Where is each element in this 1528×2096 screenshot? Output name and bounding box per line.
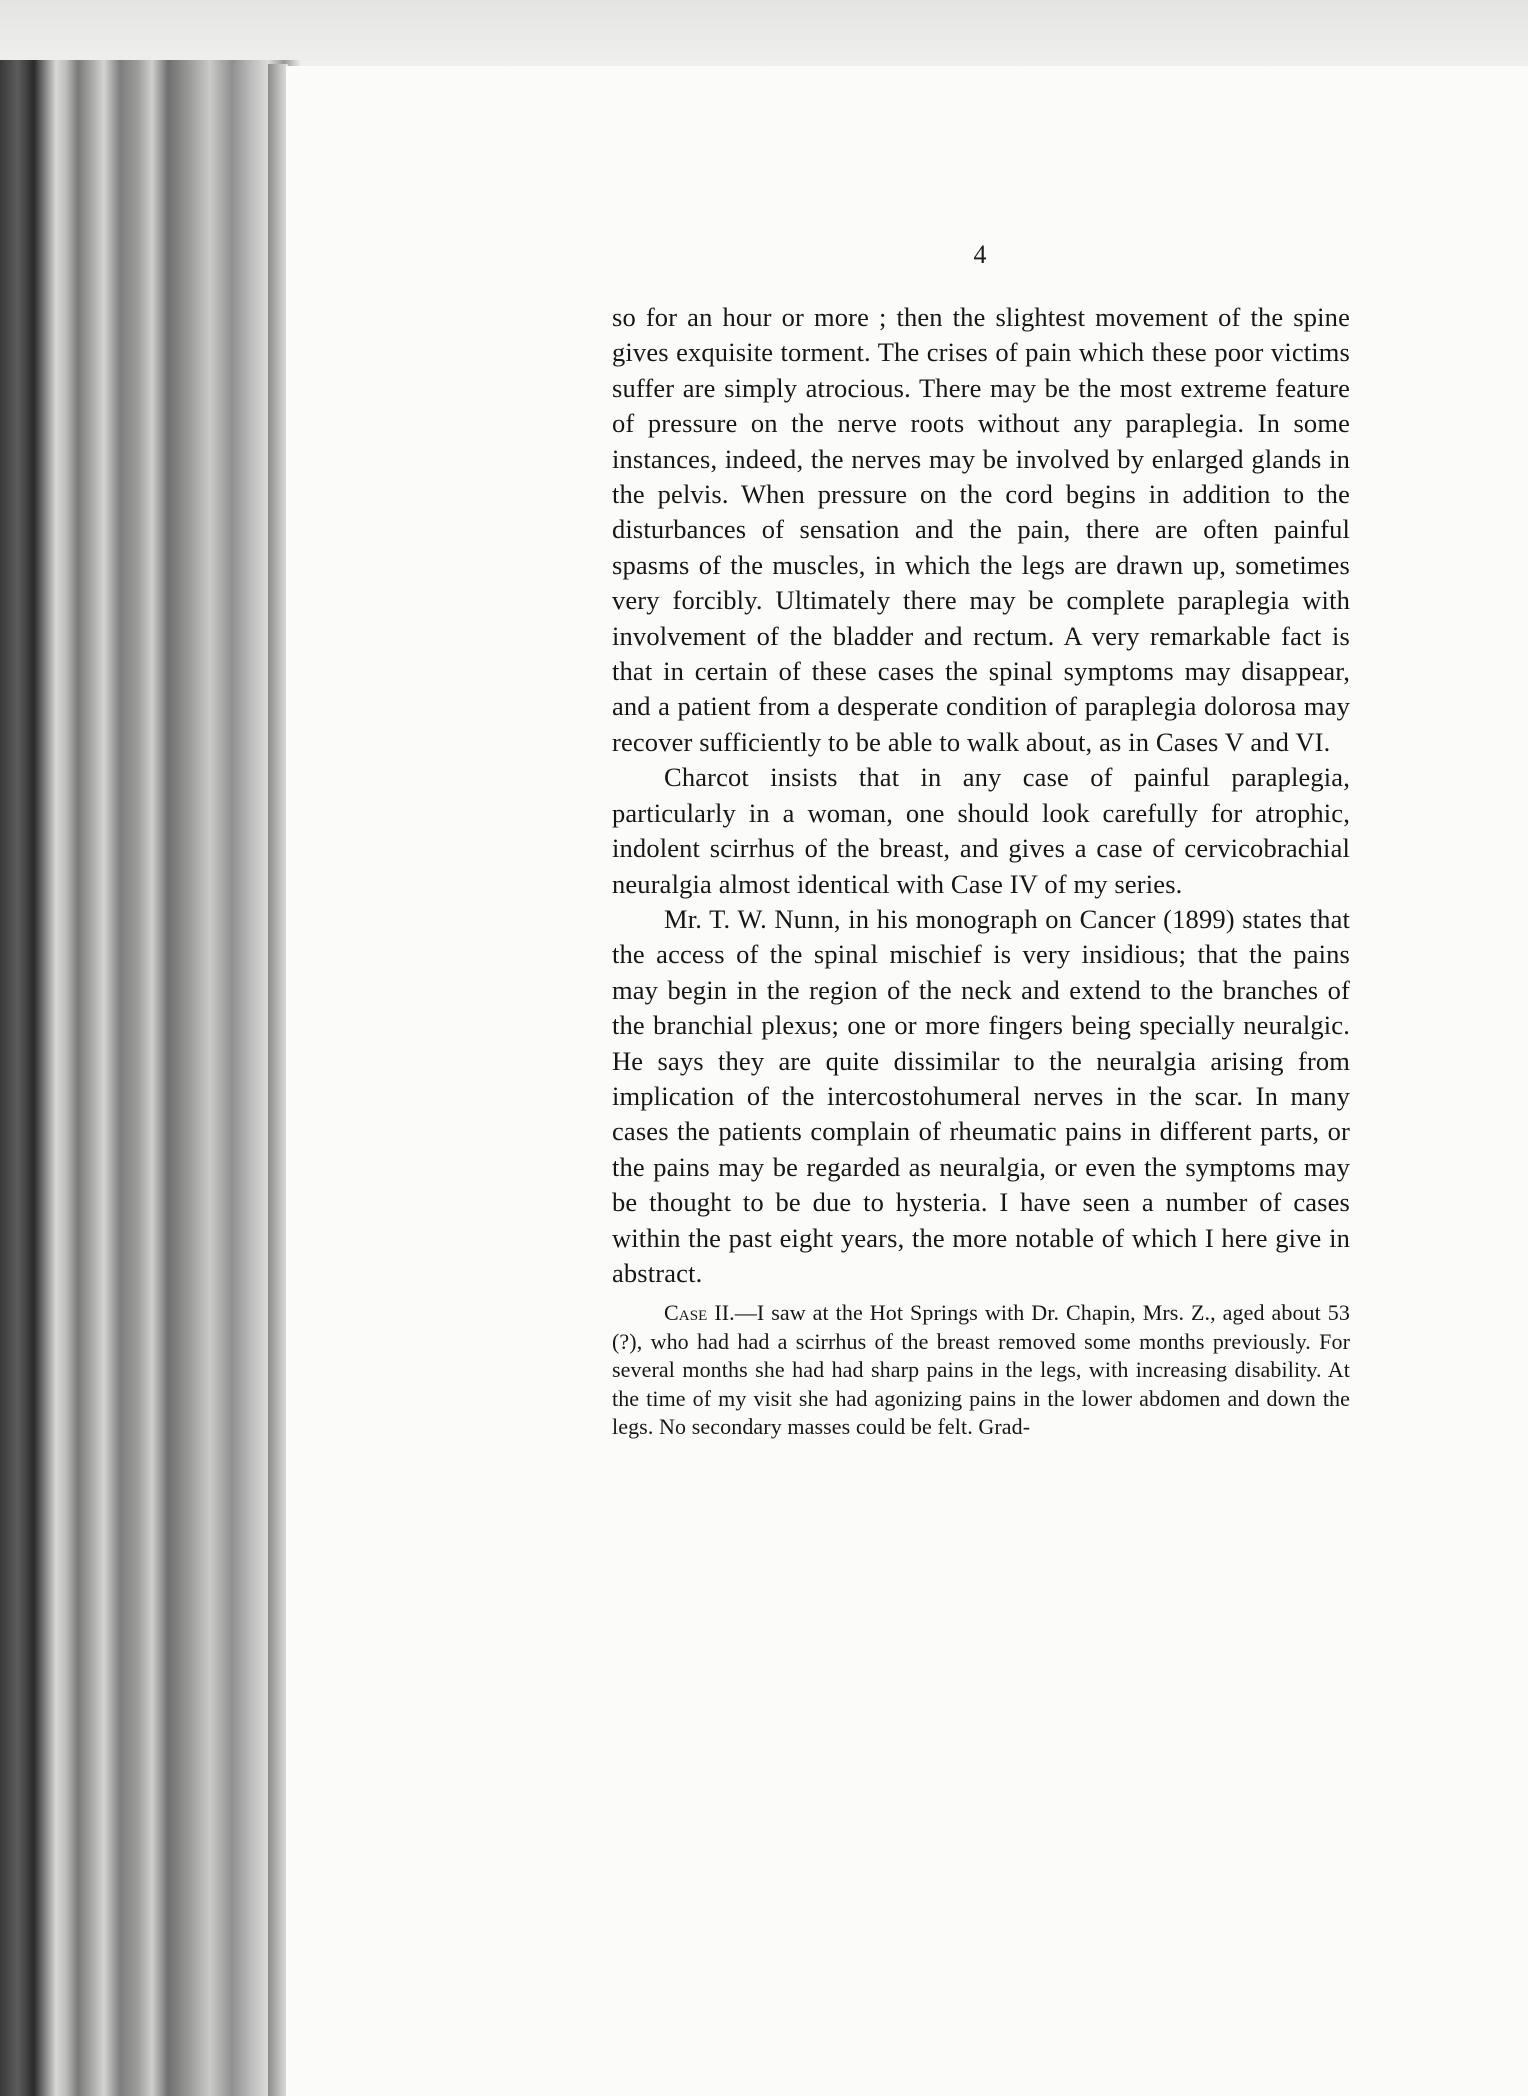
paragraph: Charcot insists that in any case of painful paraplegia, particularly in a woman, one should look carefully for atrophic, indolent scirrhus of the breast, and gives a case of cervicobrachial neuralgia almost identical with Case IV of my series.: [612, 762, 1350, 899]
page-number: 4: [973, 240, 987, 269]
page-gutter-shadow: [268, 64, 288, 2096]
paragraph: so for an hour or more ; then the slightest movement of the spine gives exquisite torment. The crises of pain which these poor victims suffer are simply atrocious. There may be the most extreme feature of pressure on the nerve roots without any paraplegia. In some instances, indeed, the nerves may be involved by enlarged glands in the pelvis. When pressure on the cord begins in addition to the disturbances of sensation and the pain, there are often painful spasms of the muscles, in which the legs are drawn up, sometimes very forcibly. Ultimately there may be complete paraplegia with involvement of the bladder and rectum. A very remarkable fact is that in certain of these cases the spinal symptoms may disappear, and a patient from a desperate condition of paraplegia dolorosa may recover sufficiently to be able to walk about, as in Cases V and VI.: [612, 302, 1350, 757]
paragraph: Mr. T. W. Nunn, in his monograph on Cancer (1899) states that the access of the spinal mischief is very insidious; that the pains may begin in the region of the neck and extend to the branches of the branchial plexus; one or more fingers being specially neuralgic. He says they are quite dissimilar to the neuralgia arising from implication of the intercostohumeral nerves in the scar. In many cases the patients complain of rheumatic pains in different parts, or the pains may be regarded as neuralgia, or even the symptoms may be thought to be due to hysteria. I have seen a number of cases within the past eight years, the more notable of which I here give in abstract.: [612, 903, 1350, 1288]
case-label: Case II.: [664, 1300, 735, 1326]
case-text: —I saw at the Hot Springs with Dr. Chapin, Mrs. Z., aged about 53 (?), who had had a scirrhus of the breast removed some months previously. For several months she had had sharp pains in the legs, with increasing disability. At the time of my visit she had agonizing pains in the lower abdomen and down the legs. No secondary masses could be felt. Grad-: [612, 1300, 1350, 1440]
body-text: [612, 300, 1350, 1442]
case-report: [612, 1299, 1350, 1442]
book-page-edges: [0, 60, 300, 2096]
